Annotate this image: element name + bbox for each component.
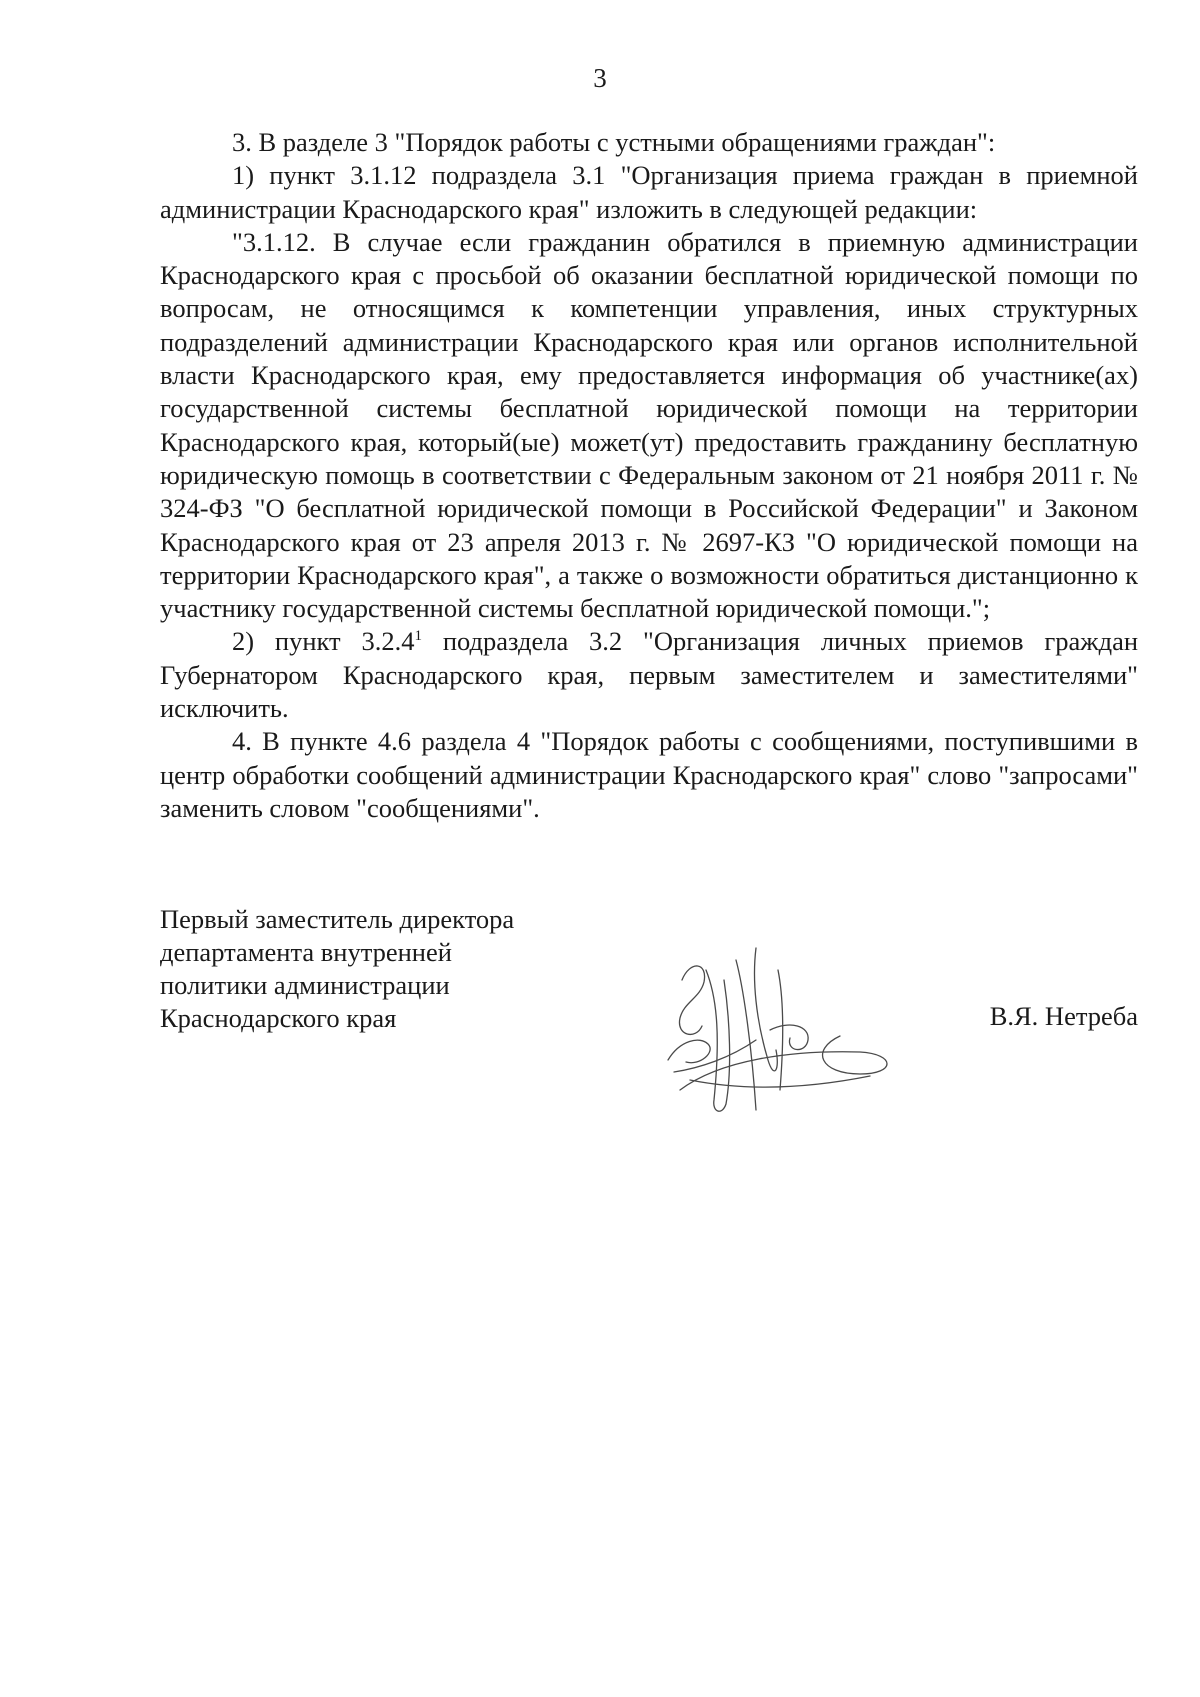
signatory-position <box>160 903 514 1035</box>
paragraph-item-2-end: подраздела 3.2 "Организация личных приемов граждан Губернатором Краснодарского края, первым заместителем и заместителями" исключить. <box>160 626 1139 724</box>
superscript-index: 1 <box>414 628 422 645</box>
handwritten-signature <box>660 940 900 1130</box>
paragraph-item-2 <box>160 625 1138 725</box>
paragraph-item-1: 1) пункт 3.1.12 подраздела 3.1 "Организация приема граждан в приемной администрации Краснодарского края" изложить в следующей редакции: <box>160 160 1138 224</box>
position-line: департамента внутренней <box>160 937 452 967</box>
paragraph-quoted-clause: "3.1.12. В случае если гражданин обратился в приемную администрации Краснодарского края с просьбой об оказании бесплатной юридической помощи по вопросам, не относящимся к компетенции управления, иных структурных подразделений администрации Краснодарского края или органов исполнительной власти Краснодарского края, ему предоставляется информация об участнике(ах) государственной системы бесплатной юридической помощи на территории Краснодарского края, который(ые) может(ут) предоставить гражданину бесплатную юридическую помощь в соответствии с Федеральным законом от 21 ноября 2011 г. № 324-ФЗ "О бесплатной юридической помощи в Российской Федерации" и Законом Краснодарского края от 23 апреля 2013 г. № 2697-КЗ "О юридической помощи на территории Краснодарского края", а также о возможности обратиться дистанционно к участнику государственной системы бесплатной юридической помощи."; <box>160 226 1138 624</box>
page-number: 3 <box>593 63 607 93</box>
document-body <box>160 126 1138 825</box>
position-line: Краснодарского края <box>160 1003 397 1033</box>
position-line: Первый заместитель директора <box>160 904 515 934</box>
paragraph-section-3-intro: 3. В разделе 3 "Порядок работы с устными обращениями граждан": <box>232 127 996 157</box>
position-line: политики администрации <box>160 970 450 1000</box>
paragraph-section-4: 4. В пункте 4.6 раздела 4 "Порядок работы с сообщениями, поступившими в центр обработки сообщений администрации Краснодарского края" слово "запросами" заменить словом "сообщениями". <box>160 726 1138 823</box>
paragraph-item-2-start: 2) пункт 3.2.4 <box>232 626 415 657</box>
signer-name: В.Я. Нетреба <box>989 1001 1138 1031</box>
